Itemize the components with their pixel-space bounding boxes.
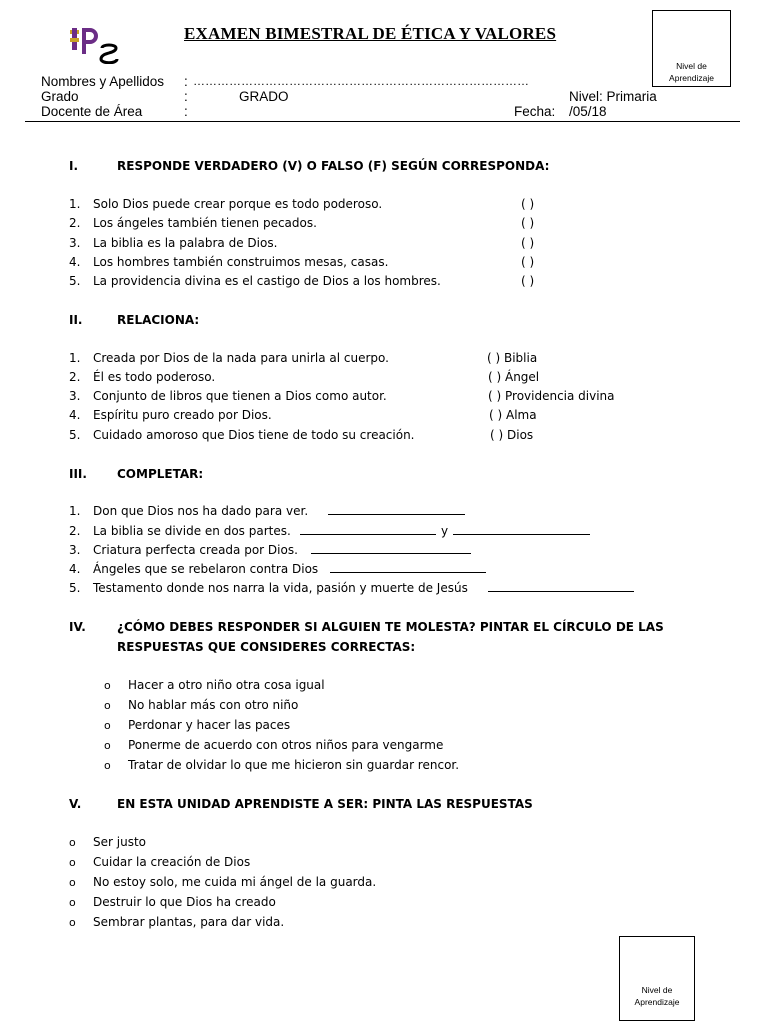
level-value: Nivel: Primaria	[569, 89, 657, 104]
section-number: III.	[69, 467, 87, 481]
field-colon: :	[184, 104, 188, 119]
answer-blank[interactable]	[453, 522, 590, 535]
learning-level-box[interactable]	[652, 10, 731, 87]
answer-blank[interactable]	[328, 502, 465, 515]
answer-parentheses[interactable]: ( )	[521, 197, 535, 211]
header-divider	[25, 121, 740, 122]
match-answer[interactable]: ( ) Alma	[489, 408, 537, 422]
match-answer[interactable]: ( ) Providencia divina	[488, 389, 615, 403]
exam-page: EXAMEN BIMESTRAL DE ÉTICA Y VALORES Nivel de Aprendizaje Nombres y Apellidos : ………………………………………………………………………… Grado : GRADO Nivel: Primaria Docente de Área : Fecha: /05/18 I. RESPONDE VERDADERO (V) O FALSO (F) SEGÚN CORRESPONDA: 1. Solo Dios puede crear porque es todo poderoso. ( ) 2. Los ángeles también tienen pecados. ( ) 3. La biblia es la palabra de Dios. ( ) 4. Los hombres también construimos mesas, casas. ( ) 5. La providencia divina es el castigo de Dios a los hombres. ( ) II. RELACIONA: 1. Creada por Dios de la nada para unirla al cuerpo. ( ) Biblia 2. Él es todo poderoso. ( ) Ángel 3. Conjunto de libros que tienen a Dios como autor. ( ) Providencia divina 4. Espíritu puro creado por Dios. ( ) Alma 5. Cuidado amoroso que Dios tiene de todo su creación. ( ) Dios III. COMPLETAR: 1. Don que Dios nos ha dado para ver. 2. La biblia se divide en dos partes. y 3. Criatura perfecta creada por Dios. 4. Ángeles que se rebelaron contra Dios 5. Testamento donde nos narra la vida, pasión y muerte de Jesús IV. ¿CÓMO DEBES RESPONDER SI ALGUIEN TE MOLESTA? PINTAR EL CÍRCULO DE LAS RESPUESTAS QUE CONSIDERES CORRECTAS: o Hacer a otro niño otra cosa igual o No hablar más con otro niño o Perdonar y hacer las paces o Ponerme de acuerdo con otros niños para vengarme o Tratar de olvidar lo que me hicieron sin guardar rencor. V. EN ESTA UNIDAD APRENDISTE A SER: PINTA LAS RESPUESTAS o Ser justo o Cuidar la creación de Dios o No estoy solo, me cuida mi ángel de la guarda. o Destruir lo que Dios ha creado o Sembrar plantas, para dar vida. Nivel de Aprendizaje	[0, 0, 768, 1024]
field-label-name: Nombres y Apellidos	[41, 74, 165, 89]
answer-blank[interactable]	[300, 522, 436, 535]
section-title: RESPONDE VERDADERO (V) O FALSO (F) SEGÚN CORRESPONDA:	[117, 159, 550, 173]
name-field[interactable]: …………………………………………………………………………	[193, 74, 529, 88]
circle-bullet-icon[interactable]: o	[69, 896, 76, 909]
match-answer[interactable]: ( ) Dios	[490, 428, 534, 442]
grade-field[interactable]: GRADO	[239, 89, 289, 104]
circle-bullet-icon[interactable]: o	[104, 719, 111, 732]
match-answer[interactable]: ( ) Ángel	[488, 370, 540, 384]
circle-bullet-icon[interactable]: o	[69, 856, 76, 869]
answer-parentheses[interactable]: ( )	[521, 216, 535, 230]
field-label-grade: Grado	[41, 89, 79, 104]
circle-bullet-icon[interactable]: o	[104, 679, 111, 692]
section-title-continued: RESPUESTAS QUE CONSIDERES CORRECTAS:	[117, 640, 416, 654]
circle-bullet-icon[interactable]: o	[69, 876, 76, 889]
answer-parentheses[interactable]: ( )	[521, 255, 535, 269]
answer-blank[interactable]	[330, 560, 486, 573]
exam-title: EXAMEN BIMESTRAL DE ÉTICA Y VALORES	[184, 24, 557, 43]
circle-bullet-icon[interactable]: o	[104, 759, 111, 772]
section-title: EN ESTA UNIDAD APRENDISTE A SER: PINTA LAS RESPUESTAS	[117, 797, 533, 811]
answer-blank[interactable]	[488, 579, 634, 592]
school-logo	[66, 24, 124, 64]
answer-blank[interactable]	[311, 541, 471, 554]
answer-parentheses[interactable]: ( )	[521, 236, 535, 250]
section-number: IV.	[69, 620, 86, 634]
circle-bullet-icon[interactable]: o	[104, 699, 111, 712]
date-value: /05/18	[569, 104, 607, 119]
section-number: I.	[69, 159, 79, 173]
field-colon: :	[184, 74, 188, 89]
circle-bullet-icon[interactable]: o	[69, 916, 76, 929]
match-answer[interactable]: ( ) Biblia	[487, 351, 538, 365]
field-colon: :	[184, 89, 188, 104]
section-number: V.	[69, 797, 82, 811]
circle-bullet-icon[interactable]: o	[69, 836, 76, 849]
learning-level-box-bottom[interactable]	[619, 936, 695, 1021]
answer-parentheses[interactable]: ( )	[521, 274, 535, 288]
section-title: ¿CÓMO DEBES RESPONDER SI ALGUIEN TE MOLESTA? PINTAR EL CÍRCULO DE LAS	[117, 620, 664, 634]
circle-bullet-icon[interactable]: o	[104, 739, 111, 752]
section-number: II.	[69, 313, 83, 327]
learning-level-label: Nivel de Aprendizaje	[669, 61, 714, 83]
field-label-teacher: Docente de Área	[41, 104, 143, 119]
date-label: Fecha:	[514, 104, 556, 119]
learning-level-label: Nivel de Aprendizaje	[634, 985, 680, 1007]
section-title: COMPLETAR:	[117, 467, 204, 481]
section-title: RELACIONA:	[117, 313, 200, 327]
